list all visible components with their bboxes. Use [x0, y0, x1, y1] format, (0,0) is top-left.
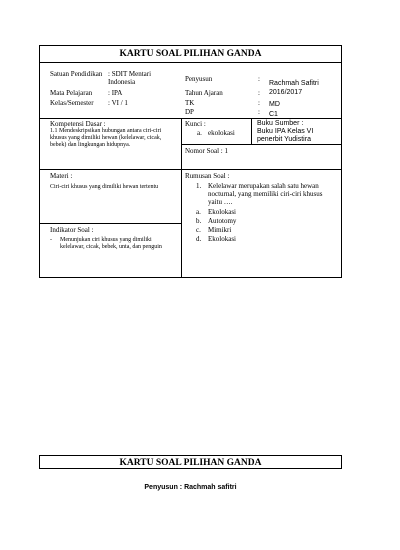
kunci-divider [251, 118, 252, 144]
second-card-title: KARTU SOAL PILIHAN GANDA [119, 458, 262, 468]
card-border-bottom [39, 277, 342, 278]
kelas-value: : VI / 1 [108, 99, 128, 107]
second-card-border-right [341, 455, 342, 469]
buku-sumber-label: Buku Sumber : [257, 120, 304, 127]
dp-value: C1 [269, 111, 278, 118]
dp-label: DP [185, 108, 194, 116]
indikator-label: Indikator Soal : [50, 226, 94, 234]
card-border-top [39, 45, 342, 46]
buku-sumber-text: Buku IPA Kelas VI penerbit Yudistira [257, 128, 314, 143]
option-text: Ekolokasi [208, 235, 236, 243]
kunci-label: Kunci : [185, 120, 206, 128]
penyusun-value: Rachmah Safitri [269, 80, 319, 87]
option-letter: a. [196, 208, 201, 216]
tk-label: TK [185, 99, 195, 107]
identity-divider [39, 118, 342, 119]
column-divider [181, 118, 182, 278]
tahun-colon: : [258, 89, 260, 97]
materi-bottom-line [39, 223, 182, 224]
penyusun-colon: : [258, 75, 260, 83]
option-letter: c. [196, 226, 201, 234]
materi-text: Ciri-ciri khusus yang dimiliki hewan tertentu [50, 184, 159, 190]
option-text: Mimikri [208, 226, 232, 234]
tk-value: MD [269, 101, 280, 108]
kunci-letter: a. [197, 129, 202, 137]
kompetensi-dasar-text: 1.1 Mendeskripsikan hubungan antara ciri-ciri khusus yang dimiliki hewan (kelelawar, cicak, bebek) dan lingkungan hidupnya. [50, 128, 162, 148]
question-text: Kelelawar merupakan salah satu hewan nocturnal, yang memiliki ciri-ciri khusus yaitu …. [208, 182, 323, 206]
tahun-value: 2016/2017 [269, 89, 303, 96]
kunci-answer: ekolokasi [208, 129, 235, 137]
second-card-author: Penyusun : Rachmah safitri [144, 484, 237, 491]
nomor-soal: Nomor Soal : 1 [185, 147, 228, 155]
option-d [196, 235, 296, 244]
card-border-right [341, 45, 342, 278]
penyusun-label: Penyusun [185, 75, 213, 83]
title-divider [39, 62, 342, 63]
second-card-title-divider [39, 468, 342, 469]
option-text: Ekolokasi [208, 208, 236, 216]
question-number: 1. [196, 182, 202, 190]
satuan-value: : SDIT Mentari Indonesia [108, 70, 152, 86]
nomor-bottom-line [181, 169, 342, 170]
card-border-left [39, 45, 40, 278]
tahun-label: Tahun Ajaran [185, 89, 223, 97]
card-title: KARTU SOAL PILIHAN GANDA [119, 49, 262, 59]
option-letter: d. [196, 235, 202, 243]
mapel-label: Mata Pelajaran [50, 89, 93, 97]
satuan-label: Satuan Pendidikan [50, 70, 103, 78]
kd-bottom-line [39, 169, 182, 170]
second-card-border-top [39, 455, 342, 456]
materi-label: Materi : [50, 172, 73, 180]
option-letter: b. [196, 217, 202, 225]
kompetensi-dasar-label: Kompetensi Dasar : [50, 120, 106, 128]
option-b [196, 217, 296, 226]
kunci-bottom-line [181, 144, 342, 145]
option-text: Autotomy [208, 217, 237, 225]
option-c [196, 226, 296, 235]
option-a [196, 208, 296, 217]
answer-options [196, 208, 296, 244]
tk-colon: : [258, 99, 260, 107]
rumusan-soal-label: Rumusan Soal : [185, 172, 230, 180]
kelas-label: Kelas/Semester [50, 99, 94, 107]
dp-colon: : [258, 108, 260, 116]
indikator-text: Menunjukan ciri khusus yang dimiliki kelelawar, cicak, bebek, unta, dan penguin [60, 237, 162, 250]
mapel-value: : IPA [108, 89, 123, 97]
indikator-dash: - [50, 237, 52, 243]
